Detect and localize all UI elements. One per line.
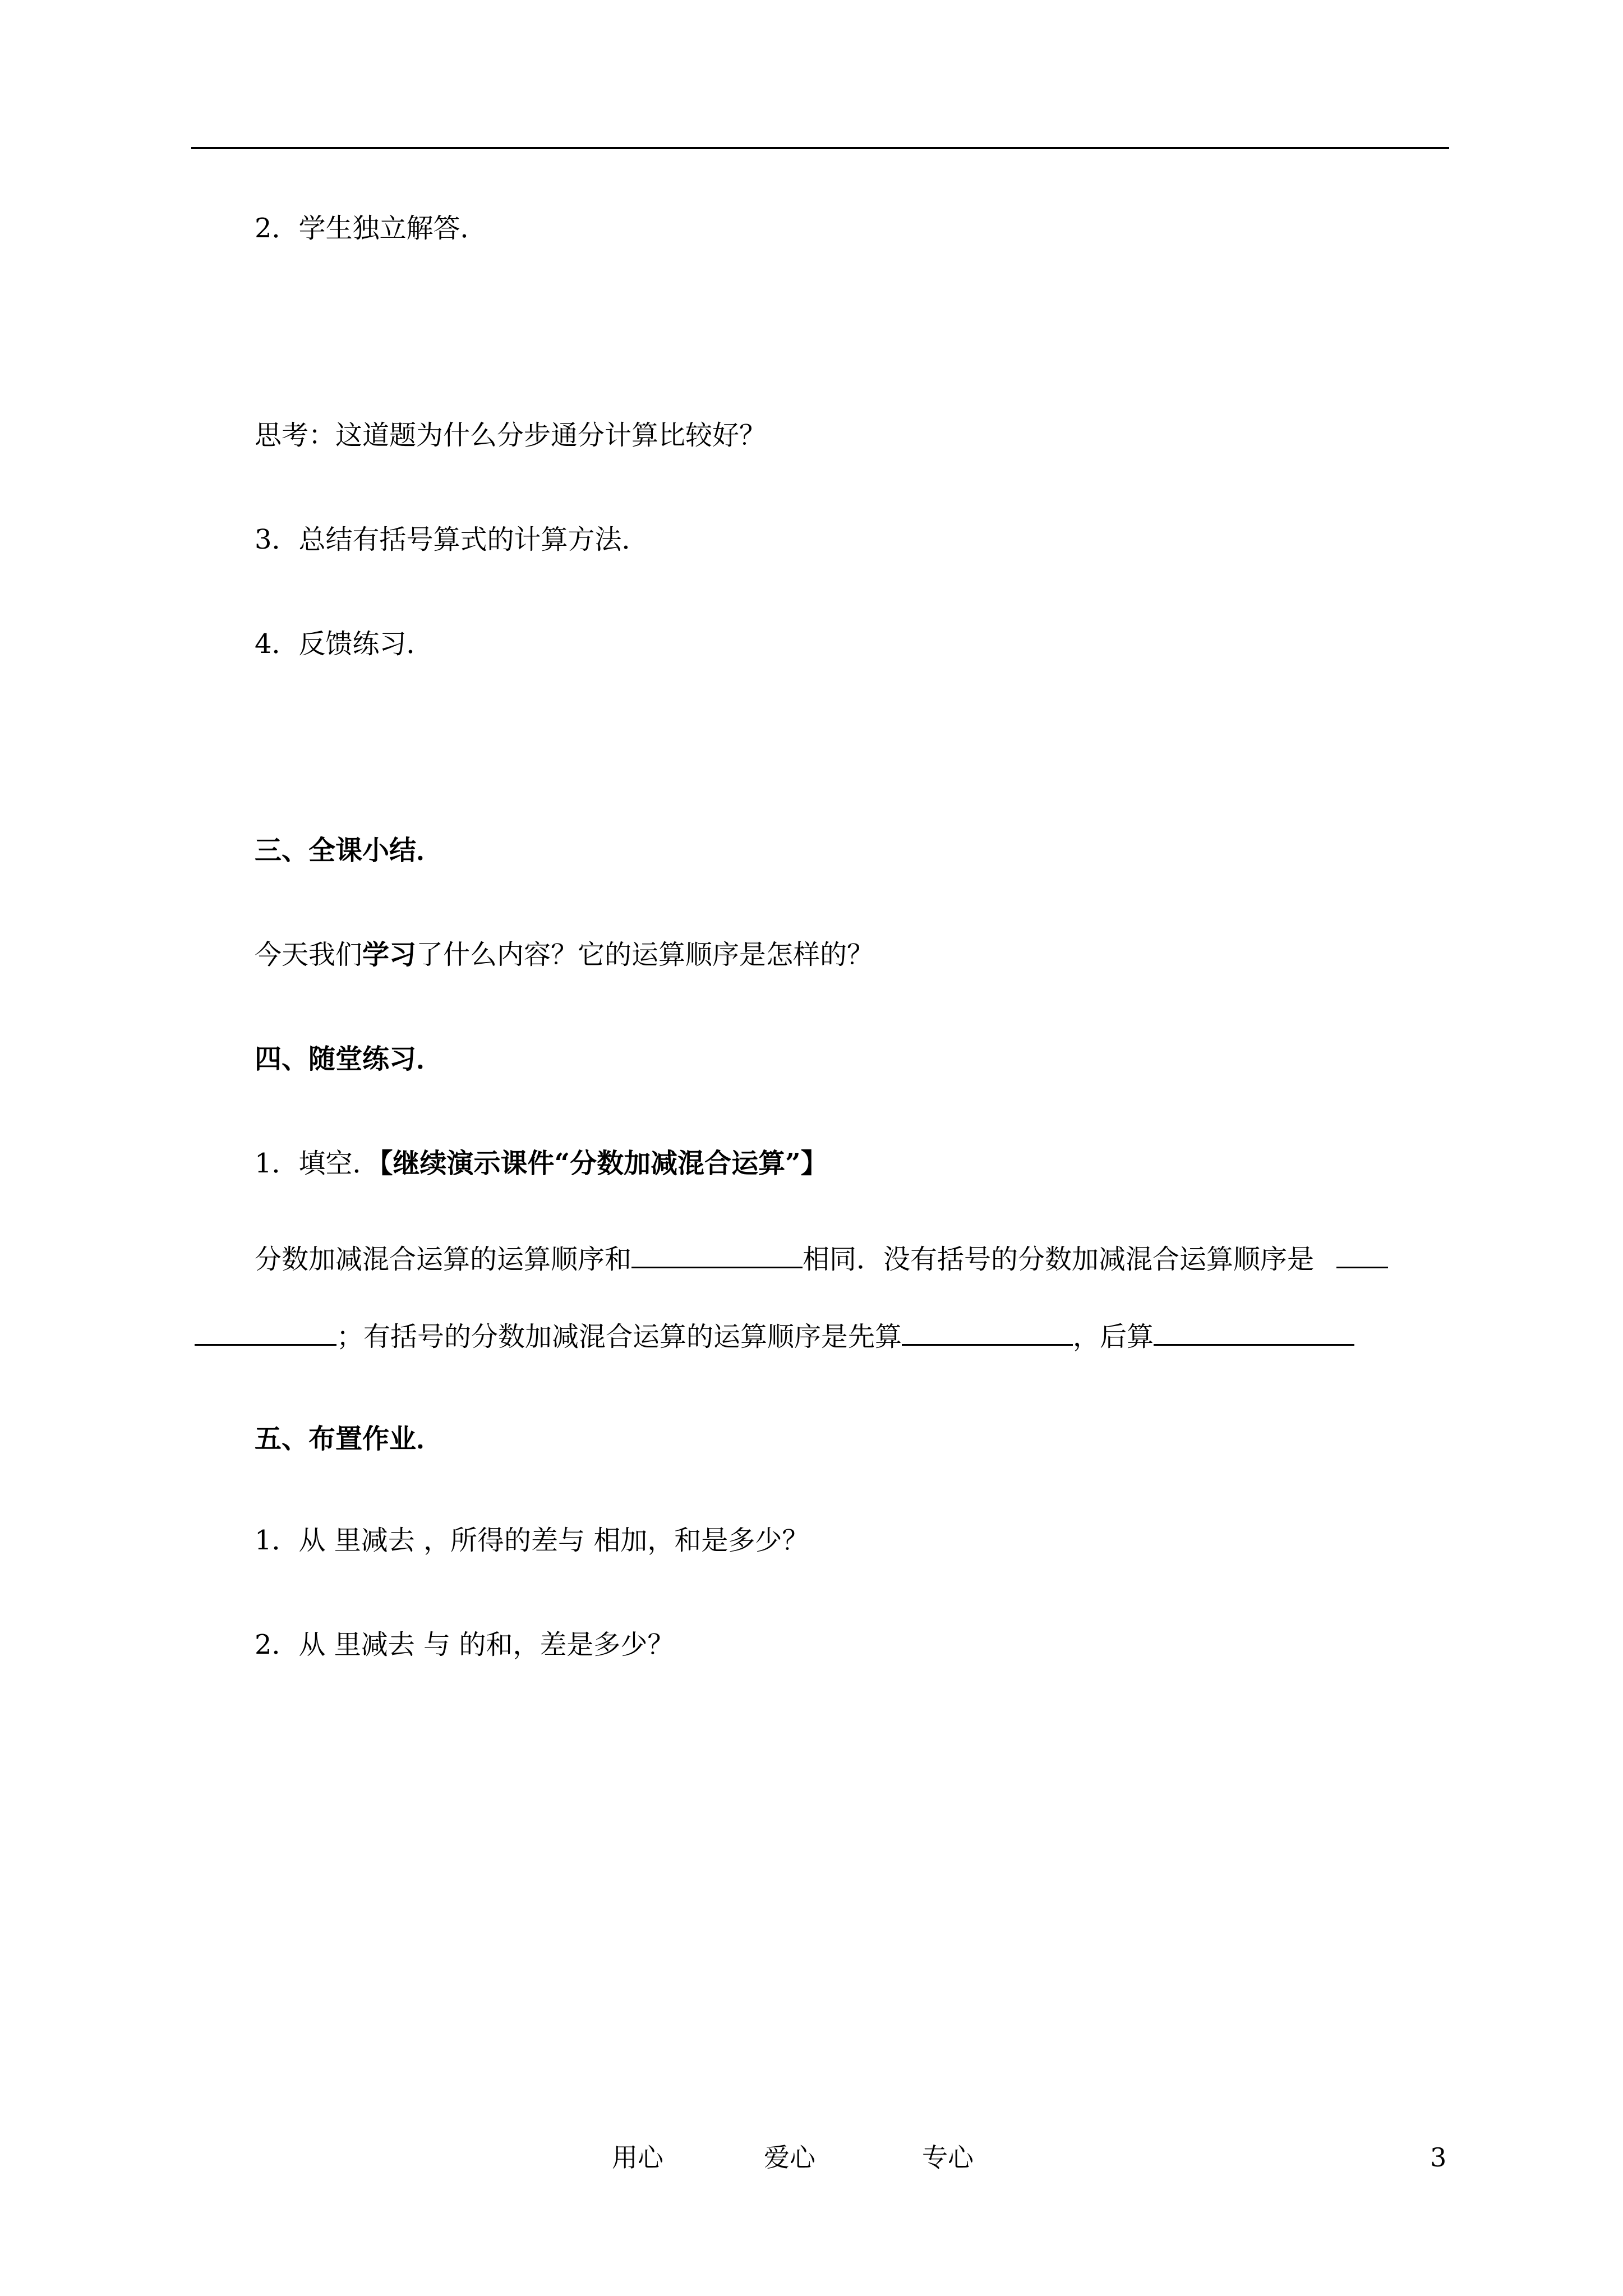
fill-blank-line-1 xyxy=(255,1241,1388,1276)
courseware-note: 【继续演示课件“分数加减混合运算”】 xyxy=(379,1148,828,1179)
summary-text-bold: 学习 xyxy=(362,939,417,970)
section-heading-summary: 三、全课小结． xyxy=(255,835,444,866)
page-number: 3 xyxy=(1430,2142,1447,2173)
homework-question-2: 2．从 里减去 与 的和，差是多少？ xyxy=(255,1629,675,1660)
summary-question xyxy=(255,938,874,972)
footer-text-1: 用心 xyxy=(612,2142,663,2173)
fill-blank-text-b: 相同．没有括号的分数加减混合运算顺序是 xyxy=(803,1244,1315,1275)
summary-text-a: 今天我们 xyxy=(255,939,363,970)
fill-blank-line-2 xyxy=(195,1318,1354,1354)
step-2-text: 2．学生独立解答． xyxy=(255,213,487,244)
header-rule xyxy=(191,147,1449,149)
answer-blank-4[interactable] xyxy=(1154,1318,1354,1346)
fill-blank-intro xyxy=(255,1147,828,1180)
answer-blank-1[interactable] xyxy=(631,1241,803,1268)
answer-blank-2b[interactable] xyxy=(195,1318,336,1346)
fill-blank-text-a: 分数加减混合运算的运算顺序和 xyxy=(255,1244,632,1275)
footer-text-3: 专心 xyxy=(922,2142,974,2173)
step-3-text: 3．总结有括号算式的计算方法． xyxy=(255,524,649,555)
summary-text-c: 了什么内容？它的运算顺序是怎样的？ xyxy=(416,939,874,970)
answer-blank-3[interactable] xyxy=(902,1318,1073,1346)
fill-blank-text-c: ；有括号的分数加减混合运算的运算顺序是先算 xyxy=(336,1321,902,1352)
section-heading-practice: 四、随堂练习． xyxy=(255,1043,444,1075)
answer-blank-2a[interactable] xyxy=(1336,1241,1388,1268)
footer-text-2: 爱心 xyxy=(764,2142,815,2173)
fill-blank-text-d: ，后算 xyxy=(1073,1321,1154,1352)
step-4-text: 4．反馈练习． xyxy=(255,628,434,660)
think-question: 思考：这道题为什么分步通分计算比较好？ xyxy=(255,420,767,451)
fill-blank-label: 1．填空． xyxy=(255,1148,380,1179)
homework-question-1: 1．从 里减去 ，所得的差与 相加，和是多少？ xyxy=(255,1525,809,1556)
section-heading-homework: 五、布置作业． xyxy=(255,1423,444,1455)
